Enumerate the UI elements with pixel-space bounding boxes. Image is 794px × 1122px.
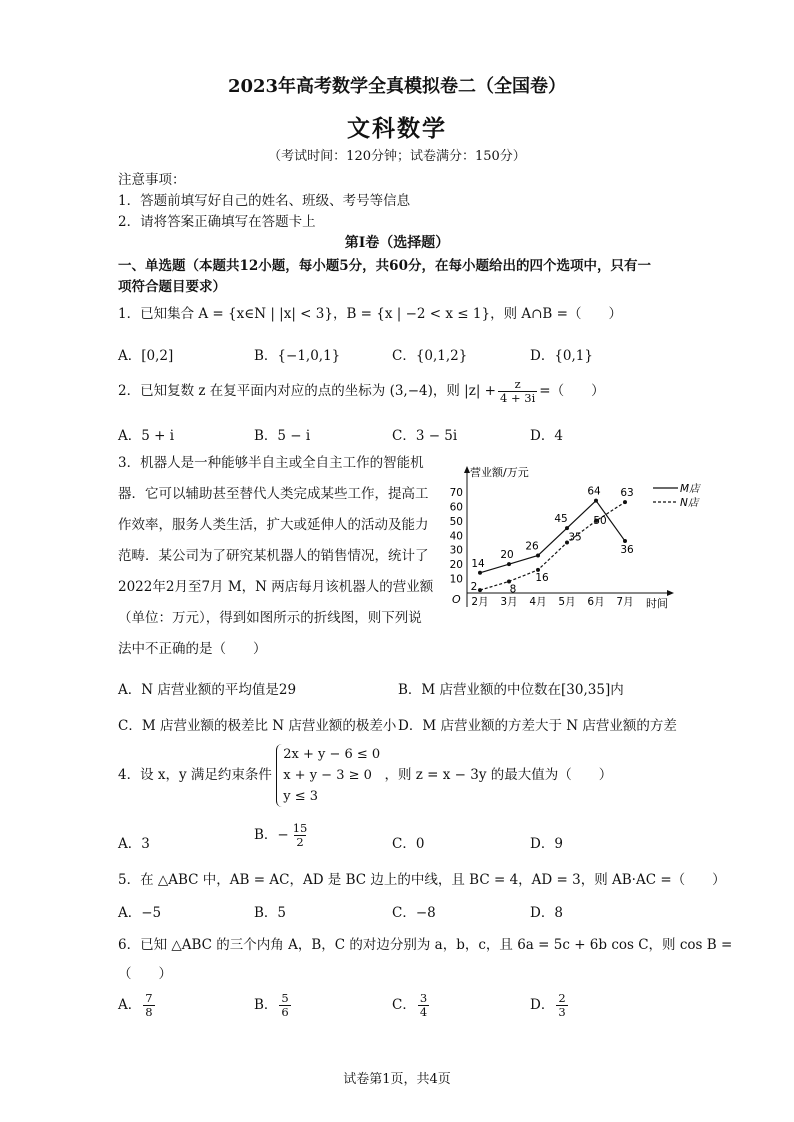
y-tick-label: 10 [449,573,463,586]
section-instructions-2: 项符合题目要求） [118,279,226,295]
q4-constraint-3: y ≤ 3 [283,789,318,804]
q6-option-b [254,992,293,1019]
q4-option-b-den: 2 [296,835,304,849]
x-tick-label: 5月 [558,596,576,608]
q2-option-c: C．3 − 5i [392,428,458,444]
q6-option-b-num: 5 [281,991,289,1005]
q6-option-d-den: 3 [558,1005,566,1019]
q4-option-b-num: 15 [292,821,308,835]
q6-option-d-fraction [556,992,567,1019]
data-point [478,588,482,592]
q3-option-a: A．N 店营业额的平均值是29 [118,682,297,698]
note-item-2: 2．请将答案正确填写在答题卡上 [118,214,316,230]
q4-stem-a: 4．设 x，y 满足约束条件 [118,767,272,783]
q6-stem: 6．已知 △ABC 的三个内角 A，B，C 的对边分别为 a，b，c，且 6a = 5c + 6b cos C，则 cos B = [118,937,733,953]
x-tick-label: 7月 [616,596,634,608]
q6-stem-end: （ ） [118,966,172,982]
q3-line-2: 器．它可以辅助甚至替代人类完成某些工作，提高工 [118,486,429,502]
series-line-m [480,501,625,573]
chart-series [471,486,634,596]
chart-legend [653,483,701,509]
x-axis-label: 时间 [646,597,668,610]
q3-line-6: （单位：万元），得到如图所示的折线图，则下列说 [118,610,422,626]
q6-option-a-num: 7 [145,991,153,1005]
x-tick-label: 2月 [471,596,489,608]
q1-option-c: C．{0,1,2} [392,348,468,364]
q2-option-a: A．5 + i [118,428,175,444]
q4-option-b-label: B． [254,827,278,843]
q6-option-c-fraction [418,992,429,1019]
q2-option-b: B．5 − i [254,428,311,444]
data-label: 35 [568,531,582,544]
q5-option-b: B．5 [254,905,287,921]
q6-option-a-den: 8 [145,1005,153,1019]
data-label: 14 [471,557,485,570]
q4-stem-b: ，则 z = x − 3y 的最大值为（ ） [384,767,613,783]
q2-stem [118,378,605,405]
q4-option-d: D．9 [530,836,563,852]
q3-option-d: D．M 店营业额的方差大于 N 店营业额的方差 [398,718,677,734]
q4-option-b-fraction [291,822,310,849]
section-title: 第I卷（选择题） [344,235,450,251]
data-label: 16 [535,571,549,584]
data-label: 20 [500,549,514,562]
q6-option-a-label: A． [118,997,142,1013]
y-tick-label: 50 [449,515,463,528]
q6-option-b-den: 6 [281,1005,289,1019]
q5-option-c: C．−8 [392,905,436,921]
q6-option-c-num: 3 [419,991,428,1005]
q4-stem [118,744,612,807]
q6-option-b-fraction [279,992,290,1019]
exam-info: （考试时间：120分钟；试卷满分：150分） [268,149,526,164]
q3-line-4: 范畴．某公司为了研究某机器人的销售情况，统计了 [118,548,429,564]
x-tick-label: 6月 [587,596,605,608]
q2-stem-a: 2．已知复数 z 在复平面内对应的点的坐标为 (3,−4)，则 |z| + [118,383,496,399]
data-point [623,539,627,543]
data-label: 26 [525,540,539,553]
q6-option-c-den: 4 [419,1005,428,1019]
q2-option-d: D．4 [530,428,563,444]
q2-frac-num: z [514,377,521,391]
q2-stem-b: =（ ） [539,383,605,399]
q3-line-1: 3．机器人是一种能够半自主或全自主工作的智能机 [118,455,424,471]
data-label: 36 [620,544,634,557]
data-label: 45 [554,513,568,526]
q3-line-7: 法中不正确的是（ ） [118,641,267,657]
page-footer: 试卷第1页，共4页 [343,1072,451,1087]
y-tick-labels [450,487,463,586]
data-label: 50 [593,514,607,527]
data-point [594,499,598,503]
y-tick-label: 70 [449,487,463,499]
exam-title: 2023年高考数学全真模拟卷二（全国卷） [227,76,567,97]
q4-constraint-1: 2x + y − 6 ≤ 0 [283,747,381,762]
y-tick-label: 20 [449,559,463,572]
q6-option-d [530,992,570,1019]
data-label: 64 [587,485,601,498]
data-point [536,553,540,557]
x-tick-label: 3月 [500,596,518,608]
q1-option-b: B．{−1,0,1} [254,348,341,364]
y-axis-label: 营业额/万元 [470,466,529,479]
q3-option-c: C．M 店营业额的极差比 N 店营业额的极差小 [118,718,397,734]
q4-option-c: C．0 [392,836,425,852]
q5-stem: 5．在 △ABC 中，AB = AC，AD 是 BC 边上的中线，且 BC = 4，AD = 3，则 AB·AC =（ ） [118,872,726,888]
data-point [623,500,627,504]
notes-heading: 注意事项： [118,172,186,188]
q3-option-b: B．M 店营业额的中位数在[30,35]内 [398,682,624,698]
data-label: 8 [509,583,517,596]
q1-option-a: A．[0,2] [118,348,174,364]
data-label: 63 [620,487,634,500]
x-tick-label: 4月 [529,596,547,608]
y-tick-label: 60 [449,501,463,514]
q3-line-5: 2022年2月至7月 M，N 两店每月该机器人的营业额 [118,579,434,595]
y-tick-label: 30 [449,544,463,557]
data-label: 2 [470,581,478,594]
q2-frac-den: 4 + 3i [500,391,536,405]
origin-label: O [452,593,461,606]
q4-constraint-system [276,744,380,807]
q6-option-d-label: D． [530,997,555,1013]
q4-option-b [254,822,311,849]
data-point [507,562,511,566]
q3-line-3: 作效率，服务人类生活，扩大或延伸人的活动及能力 [118,517,429,533]
legend-n-label: N店 [680,497,699,509]
data-point [478,571,482,575]
q6-option-b-label: B． [254,997,278,1013]
q3-line-chart [440,462,720,617]
x-tick-labels [471,596,633,608]
q6-option-a [118,992,157,1019]
section-instructions-1: 一、单选题（本题共12小题，每小题5分，共60分，在每小题给出的四个选项中，只有一 [118,258,651,274]
q6-option-c [392,992,431,1019]
q2-fraction [498,378,537,405]
q4-constraint-2: x + y − 3 ≥ 0 [283,768,372,783]
legend-m-label: M店 [680,483,700,495]
q1-stem: 1．已知集合 A = {x∈N | |x| < 3}，B = {x | −2 < x ≤ 1}，则 A∩B =（ ） [118,306,622,322]
q1-option-d: D．{0,1} [530,348,593,364]
x-axis-arrow [667,590,674,596]
note-item-1: 1．答题前填写好自己的姓名、班级、考号等信息 [118,193,411,209]
q5-option-a: A．−5 [118,905,162,921]
q6-option-a-fraction [143,992,154,1019]
y-tick-label: 40 [449,530,463,543]
data-point [565,526,569,530]
q6-option-d-num: 2 [558,991,566,1005]
q5-option-d: D．8 [530,905,563,921]
q4-option-b-sign: − [277,827,289,843]
q3-stem [118,448,438,665]
q6-option-c-label: C． [392,997,416,1013]
exam-subject: 文科数学 [347,115,447,142]
q4-option-a: A．3 [118,836,150,852]
